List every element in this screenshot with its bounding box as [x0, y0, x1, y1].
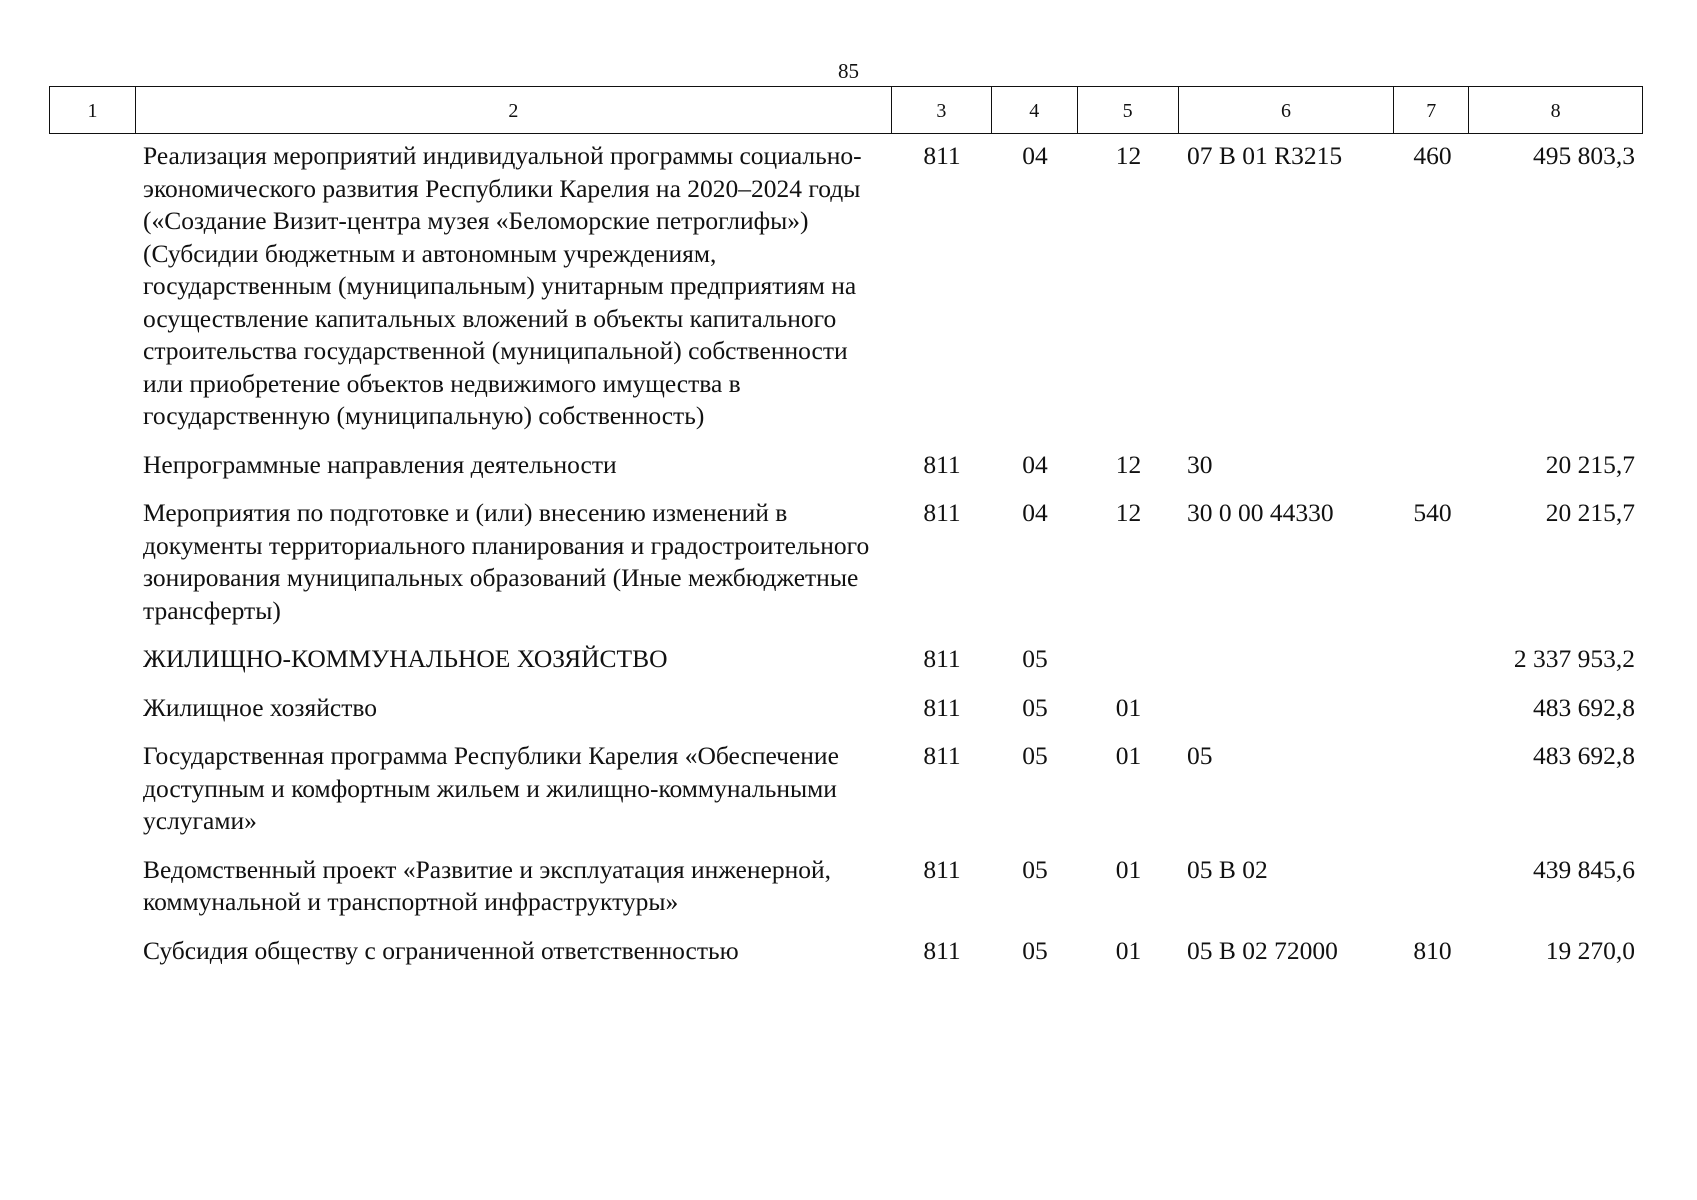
- row-description: Государственная программа Республики Карелия «Обеспечение доступным и комфортным жильем и жилищно-коммунальными услугами»: [143, 741, 839, 835]
- cell-col6: [1179, 692, 1395, 725]
- cell-col5: [1078, 643, 1179, 676]
- cell-col4: 05: [1022, 692, 1048, 722]
- cell-col5: 12: [1115, 498, 1142, 527]
- cell-col7: [1395, 740, 1470, 838]
- cell-col7: 540: [1413, 498, 1452, 527]
- cell-amount: 483 692,8: [1533, 741, 1635, 770]
- cell-amount: 483 692,8: [1533, 692, 1635, 722]
- row-description: Субсидия обществу с ограниченной ответственностью: [143, 935, 739, 965]
- cell-amount: 495 803,3: [1533, 141, 1635, 170]
- cell-amount: 439 845,6: [1533, 854, 1635, 884]
- cell-col3: 811: [923, 141, 961, 170]
- cell-col6: 05 В 02 72000: [1187, 935, 1338, 965]
- cell-col3: 811: [923, 854, 961, 884]
- cell-col7: [1395, 854, 1470, 919]
- cell-amount: 20 215,7: [1545, 498, 1635, 527]
- cell-col3: 811: [923, 498, 961, 527]
- table-row: [49, 643, 1643, 676]
- table-body: [49, 140, 1643, 983]
- cell-col5: 01: [1115, 854, 1142, 884]
- row-description: Непрограммные направления деятельности: [143, 449, 617, 479]
- cell-col7: 810: [1413, 935, 1452, 965]
- cell-col7: 460: [1413, 141, 1452, 170]
- cell-col4: 05: [1022, 935, 1048, 965]
- header-cell-4: 4: [992, 87, 1078, 133]
- cell-col7: [1395, 449, 1470, 482]
- cell-col6: 05 В 02: [1187, 854, 1268, 884]
- cell-col3: 811: [923, 692, 961, 722]
- row-description: Реализация мероприятий индивидуальной программы социально-экономического развития Республики Карелия на 2020–2024 годы («Создание Визит-центра музея «Беломорские петроглифы») (Субсидии бюджетным и автономным учреждениям, государственным (муниципальным) унитарным предприятиям на осуществление капитальных вложений в объекты капитального строительства государственной (муниципальной) собственности или приобретение объектов недвижимого имущества в государственную (муниципальную) собственность): [143, 141, 862, 430]
- cell-col3: 811: [923, 741, 961, 770]
- cell-amount: 2 337 953,2: [1513, 644, 1635, 673]
- header-cell-5: 5: [1078, 87, 1179, 133]
- cell-col5: 12: [1115, 449, 1142, 479]
- cell-col6: 07 В 01 R3215: [1187, 141, 1343, 170]
- cell-col6: 05: [1187, 741, 1213, 770]
- header-cell-3: 3: [892, 87, 992, 133]
- cell-col3: 811: [923, 644, 961, 673]
- row-description: ЖИЛИЩНО-КОММУНАЛЬНОЕ ХОЗЯЙСТВО: [143, 644, 668, 673]
- cell-col6: [1179, 643, 1395, 676]
- cell-col7: [1395, 643, 1470, 676]
- row-description: Мероприятия по подготовке и (или) внесению изменений в документы территориального планирования и градостроительного зонирования муниципальных образований (Иные межбюджетные трансферты): [143, 498, 870, 625]
- table-row: [49, 935, 1643, 968]
- cell-amount: 20 215,7: [1545, 449, 1635, 479]
- table-row: [49, 854, 1643, 919]
- row-description: Жилищное хозяйство: [143, 692, 377, 722]
- cell-col6: 30: [1187, 449, 1213, 479]
- cell-col3: 811: [923, 935, 961, 965]
- table-header: [49, 86, 1643, 134]
- table-row: [49, 692, 1643, 725]
- cell-col5: 12: [1115, 141, 1142, 170]
- header-cell-8: 8: [1550, 99, 1561, 122]
- cell-col5: 01: [1115, 741, 1142, 770]
- cell-col7: [1395, 692, 1470, 725]
- cell-amount: 19 270,0: [1545, 935, 1635, 965]
- header-cell-2: 2: [136, 87, 892, 133]
- cell-col4: 05: [1022, 854, 1048, 884]
- cell-col4: 04: [1022, 141, 1048, 170]
- page-number: 85: [838, 59, 859, 83]
- cell-col5: 01: [1115, 692, 1142, 722]
- header-cell-1: 1: [50, 87, 136, 133]
- cell-col4: 05: [1022, 741, 1048, 770]
- table-row: [49, 740, 1643, 838]
- cell-col6: 30 0 00 44330: [1187, 498, 1334, 527]
- table-row: [49, 449, 1643, 482]
- header-cell-6: 6: [1179, 87, 1395, 133]
- cell-col4: 04: [1022, 498, 1048, 527]
- cell-col3: 811: [923, 449, 961, 479]
- table-row: [49, 497, 1643, 627]
- table-row: [49, 140, 1643, 433]
- cell-col4: 04: [1022, 449, 1048, 479]
- row-description: Ведомственный проект «Развитие и эксплуатация инженерной, коммунальной и транспортной инфраструктуры»: [143, 854, 832, 916]
- cell-col4: 05: [1022, 644, 1048, 673]
- cell-col5: 01: [1115, 935, 1142, 965]
- header-cell-7: 7: [1394, 87, 1469, 133]
